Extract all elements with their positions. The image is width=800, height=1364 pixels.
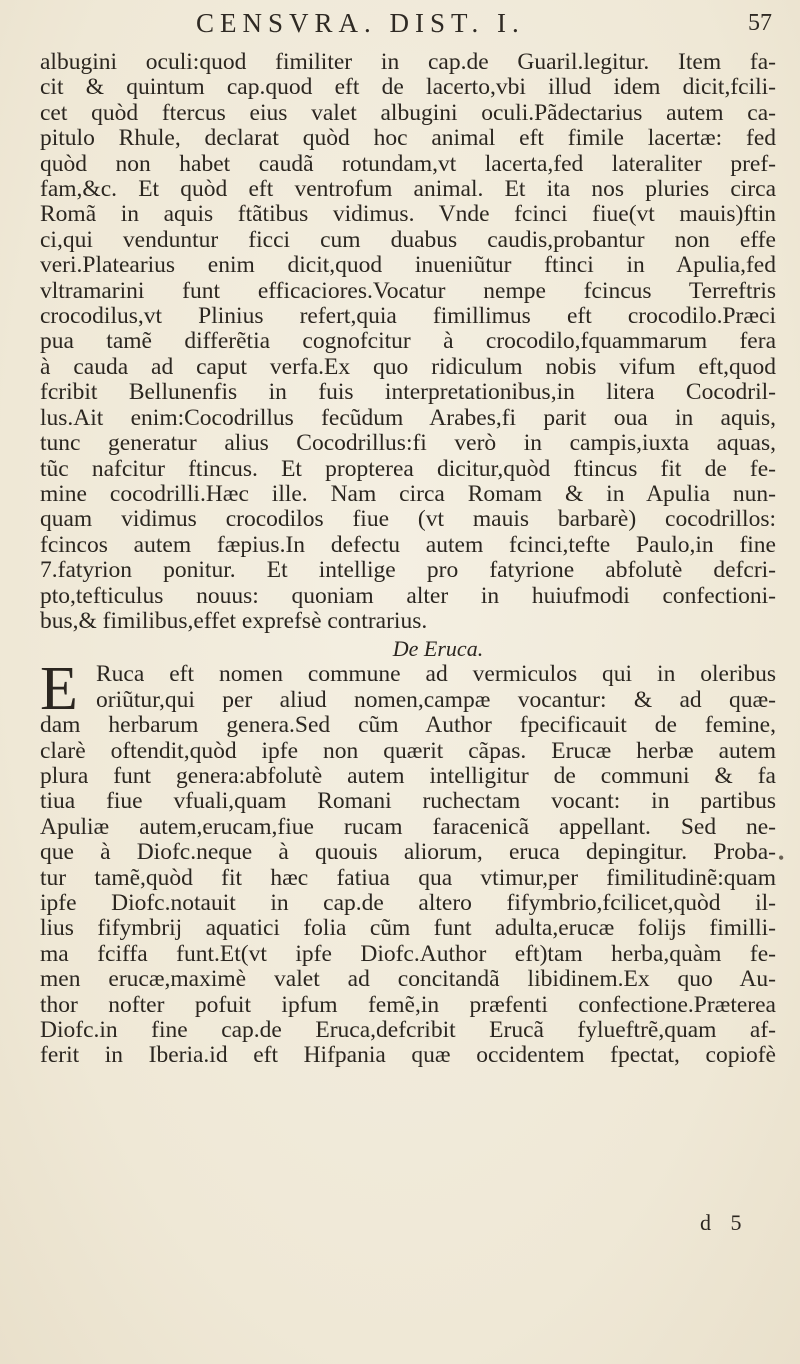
text-line: cit & quintum cap.quod eft de lacerto,vbi illud idem dicit,fcili- bbox=[40, 74, 776, 101]
signature-mark: d 5 bbox=[700, 1210, 742, 1235]
paragraph-scincus bbox=[40, 50, 776, 634]
text-line: mine cocodrilli.Hæc ille. Nam circa Romam & in Apulia nun- bbox=[40, 480, 776, 507]
text-line: quòd non habet caudã rotundam,vt lacerta,fed lateraliter pref- bbox=[40, 150, 776, 177]
text-line: thor nofter pofuit ipfum femẽ,in præfenti confectione.Præterea bbox=[40, 991, 776, 1018]
text-line: fcincos autem fæpius.In defectu autem fcinci,tefte Paulo,in fine bbox=[40, 531, 776, 558]
page-number: 57 bbox=[748, 10, 772, 36]
text-body bbox=[40, 50, 776, 1069]
text-line: ma fciffa funt.Et(vt ipfe Diofc.Author eft)tam herba,quàm fe- bbox=[40, 940, 776, 967]
text-line: vltramarini funt efficaciores.Vocatur nempe fcincus Terreftris bbox=[40, 277, 776, 304]
text-line: veri.Platearius enim dicit,quod inueniũtur ftinci in Apulia,fed bbox=[40, 252, 776, 279]
text-line: tũc nafcitur ftincus. Et propterea dicitur,quòd ftincus fit de fe- bbox=[40, 455, 776, 482]
text-line: pua tamẽ differẽtia cognofcitur à crocodilo,fquammarum fera bbox=[40, 328, 776, 355]
text-line: ferit in Iberia.id eft Hifpania quæ occidentem fpectat, copiofè bbox=[40, 1042, 776, 1069]
text-line: que à Diofc.neque à quouis aliorum, eruca depingitur. Proba- bbox=[40, 839, 776, 866]
text-line: men erucæ,maximè valet ad concitandã libidinem.Ex quo Au- bbox=[40, 966, 776, 993]
text-line: cet quòd ftercus eius valet albugini oculi.Pãdectarius autem ca- bbox=[40, 99, 776, 126]
text-line: Diofc.in fine cap.de Eruca,defcribit Erucã fylueftrẽ,quam af- bbox=[40, 1017, 776, 1044]
text-line: fcribit Bellunenfis in fuis interpretationibus,in litera Cocodril- bbox=[40, 379, 776, 406]
text-line: lius fifymbrij aquatici folia cũm funt adulta,erucæ folijs fimilli- bbox=[40, 915, 776, 942]
text-line: ci,qui venduntur ficci cum duabus caudis,probantur non effe bbox=[40, 226, 776, 253]
running-header bbox=[0, 8, 800, 48]
text-line: crocodilus,vt Plinius refert,quia fimillimus eft crocodilo.Præci bbox=[40, 303, 776, 330]
text-line: Romã in aquis ftãtibus vidimus. Vnde fcinci fiue(vt mauis)ftin bbox=[40, 201, 776, 228]
text-line-content: Ruca eft nomen commune ad vermiculos qui in oleribus bbox=[96, 661, 776, 688]
section-heading: De Eruca. bbox=[392, 636, 484, 662]
text-line: albugini oculi:quod fimiliter in cap.de Guaril.legitur. Item fa- bbox=[40, 49, 776, 75]
text-line: dam herbarum genera.Sed cũm Author fpecificauit de femine, bbox=[40, 712, 776, 739]
text-line: oriũtur,qui per aliud nomen,campæ vocantur: & ad quæ- bbox=[96, 686, 776, 713]
text-line: 7.fatyrion ponitur. Et intellige pro fatyrione abfolutè defcri- bbox=[40, 557, 776, 584]
text-line: lus.Ait enim:Cocodrillus fecũdum Arabes,fi parit oua in aquis, bbox=[40, 404, 776, 431]
text-line: fam,&c. Et quòd eft ventrofum animal. Et ita nos pluries circa bbox=[40, 176, 776, 203]
text-line: tiua fiue vfuali,quam Romani ruchectam vocant: in partibus bbox=[40, 788, 776, 815]
text-line: plura funt genera:abfolutè autem intelligitur de communi & fa bbox=[40, 762, 776, 789]
text-line: tur tamẽ,quòd fit hæc fatiua qua vtimur,per fimilitudinẽ:quam bbox=[40, 864, 776, 891]
drop-cap: E bbox=[40, 655, 78, 724]
running-title: CENSVRA. DIST. I. bbox=[196, 8, 525, 38]
text-line: pto,tefticulus nouus: quoniam alter in huiufmodi confectioni- bbox=[40, 582, 776, 609]
text-line: Apuliæ autem,erucam,fiue rucam faracenicã appellant. Sed ne- bbox=[40, 813, 776, 840]
text-line: tunc generatur alius Cocodrillus:fi verò in campis,iuxta aquas, bbox=[40, 430, 776, 457]
text-line: bus,& fimilibus,effet exprefsè contrarius. bbox=[40, 607, 428, 634]
text-line: ipfe Diofc.notauit in cap.de altero fifymbrio,fcilicet,quòd il- bbox=[40, 890, 776, 916]
text-line: à cauda ad caput verfa.Ex quo ridiculum nobis vifum eft,quod bbox=[40, 353, 776, 380]
paragraph-eruca bbox=[40, 655, 776, 1069]
text-line: clarè oftendit,quòd ipfe non quærit cãpas. Erucæ herbæ autem bbox=[40, 737, 776, 764]
margin-mark: • bbox=[778, 848, 785, 868]
text-line: pitulo Rhule, declarat quòd hoc animal eft fimile lacertæ: fed bbox=[40, 125, 776, 152]
text-line: quam vidimus crocodilos fiue (vt mauis barbarè) cocodrillos: bbox=[40, 506, 776, 533]
